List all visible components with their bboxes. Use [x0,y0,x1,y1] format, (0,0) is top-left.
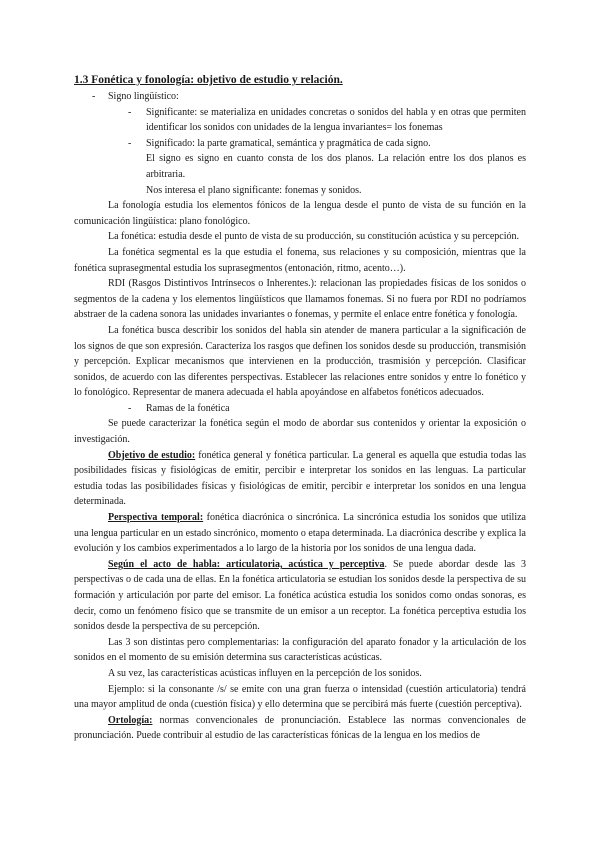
paragraph-caracterizar: Se puede caracterizar la fonética según el modo de abordar sus contenidos y orientar la exposición o investigación. [74,418,526,446]
paragraph-segmental: La fonética segmental es la que estudia el fonema, sus relaciones y su composición, mientras que la fonética suprasegmental estudia los suprasegmentos (entonación, ritmo, acento…). [74,246,526,274]
paragraph-fonologia: La fonología estudia los elementos fónicos de la lengua desde el punto de vista de su función en la comunicación lingüística: plano fonológico. [74,200,526,227]
paragraph-tres: Las 3 son distintas pero complementarias: la configuración del aparato fonador y la articulación de los sonidos en el momento de su emisión determina sus características acústicas. [74,636,526,664]
interes-line: Nos interesa el plano significante: fonemas y sonidos. [146,184,362,196]
signo-label: Signo lingüístico: [108,91,179,102]
acto-label: Según el acto de habla: articulatoria, acústica y perceptiva [108,558,385,570]
signo-continuation: El signo es signo en cuanto consta de los dos planos. La relación entre los dos planos es arbitraria. [146,153,526,180]
perspectiva-label: Perspectiva temporal: [108,512,204,524]
significado-text: Significado: la parte gramatical, semántica y pragmática de cada signo. [146,137,431,149]
section-title: 1.3 Fonética y fonología: objetivo de estudio y relación. [74,74,343,86]
acto-text: . Se puede abordar desde las 3 perspectivas o de cada una de ellas. En la fonética articulatoria se estudian los sonidos desde la perspectiva de su formación y articulación por parte del emisor. La fonética acústica estudia los sonidos como ondas sonoras, es decir, como un fenómeno físico que se transmite de un emisor a un receptor. La fonética perceptiva estudia los sonidos desde la perspectiva de su percepción. [74,558,526,633]
paragraph-ortologia [74,713,526,744]
paragraph-influyen: A su vez, las características acústicas influyen en la percepción de los sonidos. [108,667,422,679]
paragraph-busca: La fonética busca describir los sonidos del habla sin atender de manera particular a la significación de los signos de que son expresión. Caracteriza los rasgos que definen los sonidos desde su producción, transmisión y percepción. Explicar mecanismos que intervienen en la producción, trasmisión y percepción. Clasificar sonidos, de acuerdo con las diferentes perspectivas. Establecer las relaciones entre sonidos y entre lo fonético y lo fonológico. Representar de manera adecuada el habla apoyándose en alfabetos fonéticos adecuados. [74,324,526,399]
objetivo-text: fonética general y fonética particular. La general es aquella que estudia todas las posibilidades físicas y fisiológicas de emitir, percibir e interpretar los sonidos en las lenguas. La particular estudia todas las posibilidades físicas y fisiológicas de emitir, percibir e interpretar los sonidos en una lengua determinada. [74,449,526,508]
ortologia-text: normas convencionales de pronunciación. Establece las normas convencionales de pronunciación. Puede contribuir al estudio de las características fónicas de la lengua en los medios de [74,714,526,742]
bullet-significado [74,136,526,152]
paragraph-objetivo [74,448,526,510]
dash-marker: - [128,137,132,149]
paragraph-fonetica: La fonética: estudia desde el punto de vista de su producción, su constitución acústica y su percepción. [108,231,519,243]
objetivo-label: Objetivo de estudio: [108,449,196,461]
ortologia-label: Ortología: [108,714,153,726]
ramas-label: Ramas de la fonética [146,402,230,414]
paragraph-ejemplo: Ejemplo: si la consonante /s/ se emite con una gran fuerza o intensidad (cuestión articulatoria) tendrá una mayor amplitud de onda (cuestión física) y ello determina que se percibirá más fuerte (cuestión perceptiva). [74,683,526,711]
bullet-significante [74,105,526,136]
paragraph-perspectiva [74,510,526,557]
dash-marker: - [128,402,132,414]
significante-text: Significante: se materializa en unidades concretas o sonidos del habla y en otras que permiten identificar los sonidos con unidades de la lengua invariantes= los fonemas [146,106,526,134]
paragraph-rdi: RDI (Rasgos Distintivos Intrínsecos o Inherentes.): relacionan las propiedades físicas de los sonidos o segmentos de la cadena y los elementos lingüísticos que llamamos fonemas. Si no fuera por RDI no podríamos abstraer de la cadena sonora las unidades invariantes o fonemas, y permite el enlace entre fonética y fonología. [74,278,526,321]
dash-marker: - [92,91,96,102]
bullet-ramas [74,401,526,417]
document-page [74,72,526,744]
perspectiva-text: fonética diacrónica o sincrónica. La sincrónica estudia los sonidos que utiliza una lengua particular en un estado sincrónico, momento o etapa determinada. La diacrónica describe y explica la evolución y los cambios experimentados a lo largo de la historia por los sonidos de una lengua dada. [74,512,526,555]
bullet-signo [74,89,526,105]
paragraph-acto-habla [74,557,526,635]
dash-marker: - [128,106,132,118]
